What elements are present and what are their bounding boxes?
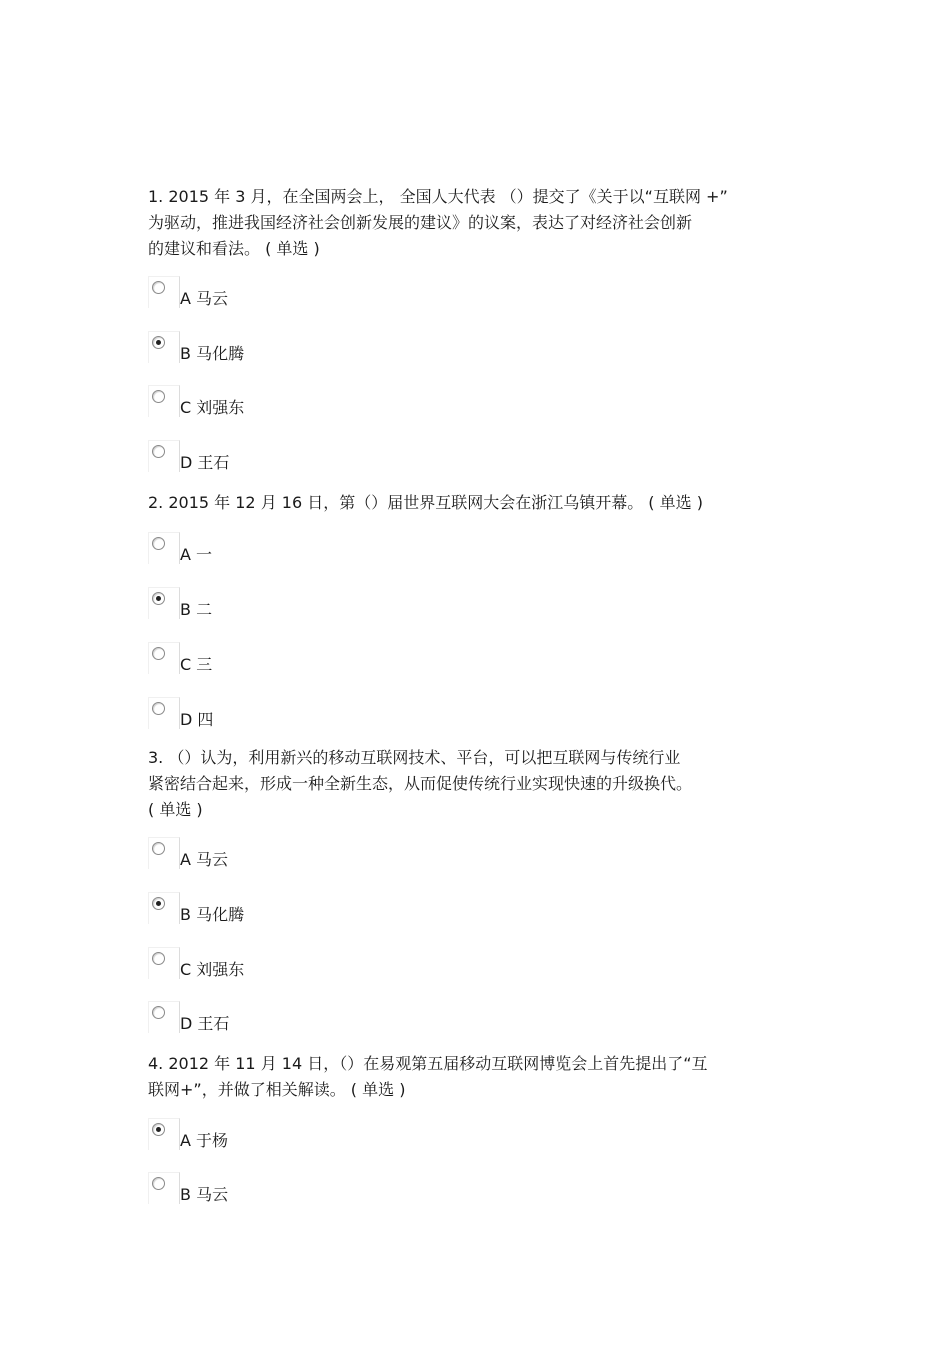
radio-frame	[148, 276, 180, 308]
question-1-option-b[interactable]	[148, 331, 448, 365]
question-text-line: ( 单选 )	[148, 800, 203, 819]
question-2-option-d[interactable]	[148, 697, 448, 731]
radio-button[interactable]	[152, 537, 165, 550]
option-label: A 于杨	[180, 1131, 229, 1150]
question-text-line: 的建议和看法。 ( 单选 )	[148, 239, 320, 258]
radio-button[interactable]	[152, 897, 165, 910]
option-label: B 马化腾	[180, 344, 245, 363]
question-text-line: 2. 2015 年 12 月 16 日，第（）届世界互联网大会在浙江乌镇开幕。 ( 单选 )	[148, 493, 703, 512]
question-4-option-a[interactable]	[148, 1118, 448, 1152]
question-2-option-a[interactable]	[148, 532, 448, 566]
radio-button[interactable]	[152, 702, 165, 715]
radio-frame	[148, 331, 180, 363]
radio-frame	[148, 697, 180, 729]
option-label: C 三	[180, 655, 213, 674]
option-label: A 一	[180, 545, 213, 564]
radio-button[interactable]	[152, 390, 165, 403]
question-text-line: 3. （）认为，利用新兴的移动互联网技术、平台，可以把互联网与传统行业	[148, 748, 681, 767]
radio-button[interactable]	[152, 281, 165, 294]
radio-frame	[148, 532, 180, 564]
radio-button[interactable]	[152, 1006, 165, 1019]
question-3-option-d[interactable]	[148, 1001, 448, 1035]
option-label: D 四	[180, 710, 214, 729]
radio-button[interactable]	[152, 647, 165, 660]
radio-frame	[148, 892, 180, 924]
question-4-option-b[interactable]	[148, 1172, 448, 1206]
option-label: B 二	[180, 600, 213, 619]
option-label: A 马云	[180, 289, 229, 308]
radio-frame	[148, 947, 180, 979]
question-4-text	[148, 1051, 708, 1103]
question-2-option-b[interactable]	[148, 587, 448, 621]
option-label: D 王石	[180, 1014, 230, 1033]
radio-frame	[148, 1172, 180, 1204]
question-1-option-c[interactable]	[148, 385, 448, 419]
question-2-text	[148, 490, 703, 516]
option-label: C 刘强东	[180, 960, 245, 979]
radio-button[interactable]	[152, 445, 165, 458]
question-2-option-c[interactable]	[148, 642, 448, 676]
radio-button[interactable]	[152, 592, 165, 605]
radio-frame	[148, 440, 180, 472]
radio-frame	[148, 385, 180, 417]
radio-button[interactable]	[152, 1177, 165, 1190]
question-text-line: 为驱动，推进我国经济社会创新发展的建议》的议案，表达了对经济社会创新	[148, 213, 693, 232]
radio-frame	[148, 1001, 180, 1033]
radio-frame	[148, 1118, 180, 1150]
option-label: C 刘强东	[180, 398, 245, 417]
radio-frame	[148, 587, 180, 619]
option-label: B 马云	[180, 1185, 229, 1204]
radio-button[interactable]	[152, 1123, 165, 1136]
question-text-line: 4. 2012 年 11 月 14 日，（）在易观第五届移动互联网博览会上首先提出了“互	[148, 1054, 708, 1073]
radio-button[interactable]	[152, 336, 165, 349]
radio-frame	[148, 642, 180, 674]
question-3-option-a[interactable]	[148, 837, 448, 871]
radio-frame	[148, 837, 180, 869]
radio-button[interactable]	[152, 842, 165, 855]
option-label: B 马化腾	[180, 905, 245, 924]
question-3-text	[148, 745, 692, 823]
question-3-option-b[interactable]	[148, 892, 448, 926]
question-1-option-a[interactable]	[148, 276, 448, 310]
question-text-line: 1. 2015 年 3 月，在全国两会上， 全国人大代表 （）提交了《关于以“互联网 +”	[148, 187, 728, 206]
question-1-option-d[interactable]	[148, 440, 448, 474]
option-label: D 王石	[180, 453, 230, 472]
question-text-line: 联网+”，并做了相关解读。 ( 单选 )	[148, 1080, 406, 1099]
question-3-option-c[interactable]	[148, 947, 448, 981]
question-text-line: 紧密结合起来，形成一种全新生态，从而促使传统行业实现快速的升级换代。	[148, 774, 693, 793]
radio-button[interactable]	[152, 952, 165, 965]
question-1-text	[148, 184, 728, 262]
option-label: A 马云	[180, 850, 229, 869]
